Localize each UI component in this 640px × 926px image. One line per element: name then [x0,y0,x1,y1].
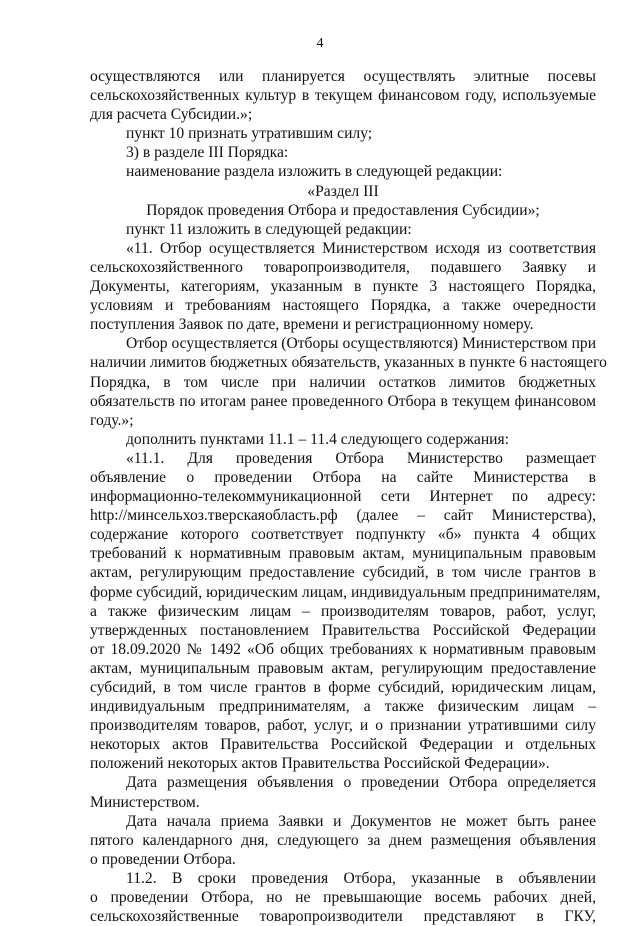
text-line: Дата размещения объявления о проведении Отбора определяется [126,774,596,792]
paragraph [90,162,596,181]
text-line: положений некоторых актов Правительства Российской Федерации». [90,755,550,773]
paragraph [90,334,607,429]
text-line: индивидуальным предпринимателям, а также физическим лицам – [90,698,596,716]
paragraph [90,143,596,162]
paragraph [90,773,596,811]
page-number: 4 [316,36,324,51]
paragraph [90,220,596,239]
text-line: сельскохозяйственного товаропроизводителя, подавшего Заявку и [90,258,596,276]
text-line: Порядок проведения Отбора и предоставления Субсидии»; [146,201,540,219]
text-line: Дата начала приема Заявки и Документов не может быть ранее [126,812,596,830]
text-line: 11.2. В сроки проведения Отбора, указанные в объявлении [126,869,596,887]
text-line: требований к нормативным правовым актам, муниципальным правовым [90,545,596,563]
heading-line [90,201,596,220]
text-line: пятого календарного дня, следующего за днем размещения объявления [90,831,596,849]
text-line: пункт 10 признать утратившим силу; [126,125,373,143]
text-line: сельскохозяйственных культур в текущем финансовом году, используемые [90,87,596,105]
text-line: наличии лимитов бюджетных обязательств, указанных в пункте 6 настоящего [90,354,607,372]
text-line: некоторых актов Правительства Российской Федерации и отдельных [90,736,596,754]
text-line: субсидий, в том числе грантов в форме субсидий, юридическим лицам, [90,679,596,696]
text-line: производителям товаров, работ, услуг, и о признании утратившими силу [90,717,596,735]
text-line: сельскохозяйственные товаропроизводители представляют в ГКУ, [90,908,596,926]
text-line: информационно-телекоммуникационной сети Интернет по адресу: [90,488,596,506]
text-line: содержание которого соответствует подпункту «б» пункта 4 общих [90,526,596,544]
text-line: пункт 11 изложить в следующей редакции: [126,220,412,238]
text-line: наименование раздела изложить в следующей редакции: [126,163,503,181]
text-line: «11.1. Для проведения Отбора Министерство размещает [126,449,596,467]
text-line: актам, муниципальным правовым актам, регулирующим предоставление [90,659,596,677]
paragraph [90,449,601,774]
text-line: Отбор осуществляется (Отборы осуществляются) Министерством при [126,335,597,353]
paragraph [90,430,596,449]
text-line: а также физическим лицам – производителям товаров, работ, услуг, [90,602,596,620]
text-line: Министерством. [90,793,200,811]
text-line: утвержденных постановлением Правительства Российской Федерации [90,621,596,639]
heading-line [90,182,596,201]
text-line: http://минсельхоз.тверскаяобласть.рф (далее – сайт Министерства), [90,507,596,525]
paragraph [90,67,596,124]
text-line: дополнить пунктами 11.1 – 11.4 следующего содержания: [126,430,510,448]
document-body [90,67,607,926]
text-line: актам, регулирующим предоставление субсидий, в том числе грантов в [90,564,596,582]
text-line: Порядка, в том числе при наличии остатков лимитов бюджетных [90,373,596,391]
text-line: «11. Отбор осуществляется Министерством исходя из соответствия [126,239,596,257]
text-line: 3) в разделе III Порядка: [126,144,289,162]
text-line: для расчета Субсидии.»; [90,106,253,124]
paragraph [90,869,596,926]
text-line: году.»; [90,411,134,429]
text-line: условиям и требованиям настоящего Порядка, а также очередности [90,297,596,315]
text-line: от 18.09.2020 № 1492 «Об общих требованиях к нормативным правовым [90,640,596,658]
text-line: осуществляются или планируется осуществлять элитные посевы [90,68,596,85]
text-line: форме субсидий, юридическим лицам, индивидуальным предпринимателям, [90,583,601,601]
text-line: «Раздел III [307,182,379,200]
paragraph [90,812,596,869]
text-line: поступления Заявок по дате, времени и регистрационному номеру. [90,316,534,334]
text-line: о проведении Отбора. [90,850,236,868]
paragraph [90,124,596,143]
text-line: о проведении Отбора, но не превышающие восемь рабочих дней, [90,889,596,907]
text-line: объявление о проведении Отбора на сайте Министерства в [90,468,596,486]
text-line: обязательств по итогам ранее проведенного Отбора в текущем финансовом [90,392,596,410]
paragraph [90,239,596,334]
text-line: Документы, категориям, указанным в пункте 3 настоящего Порядка, [90,278,596,296]
